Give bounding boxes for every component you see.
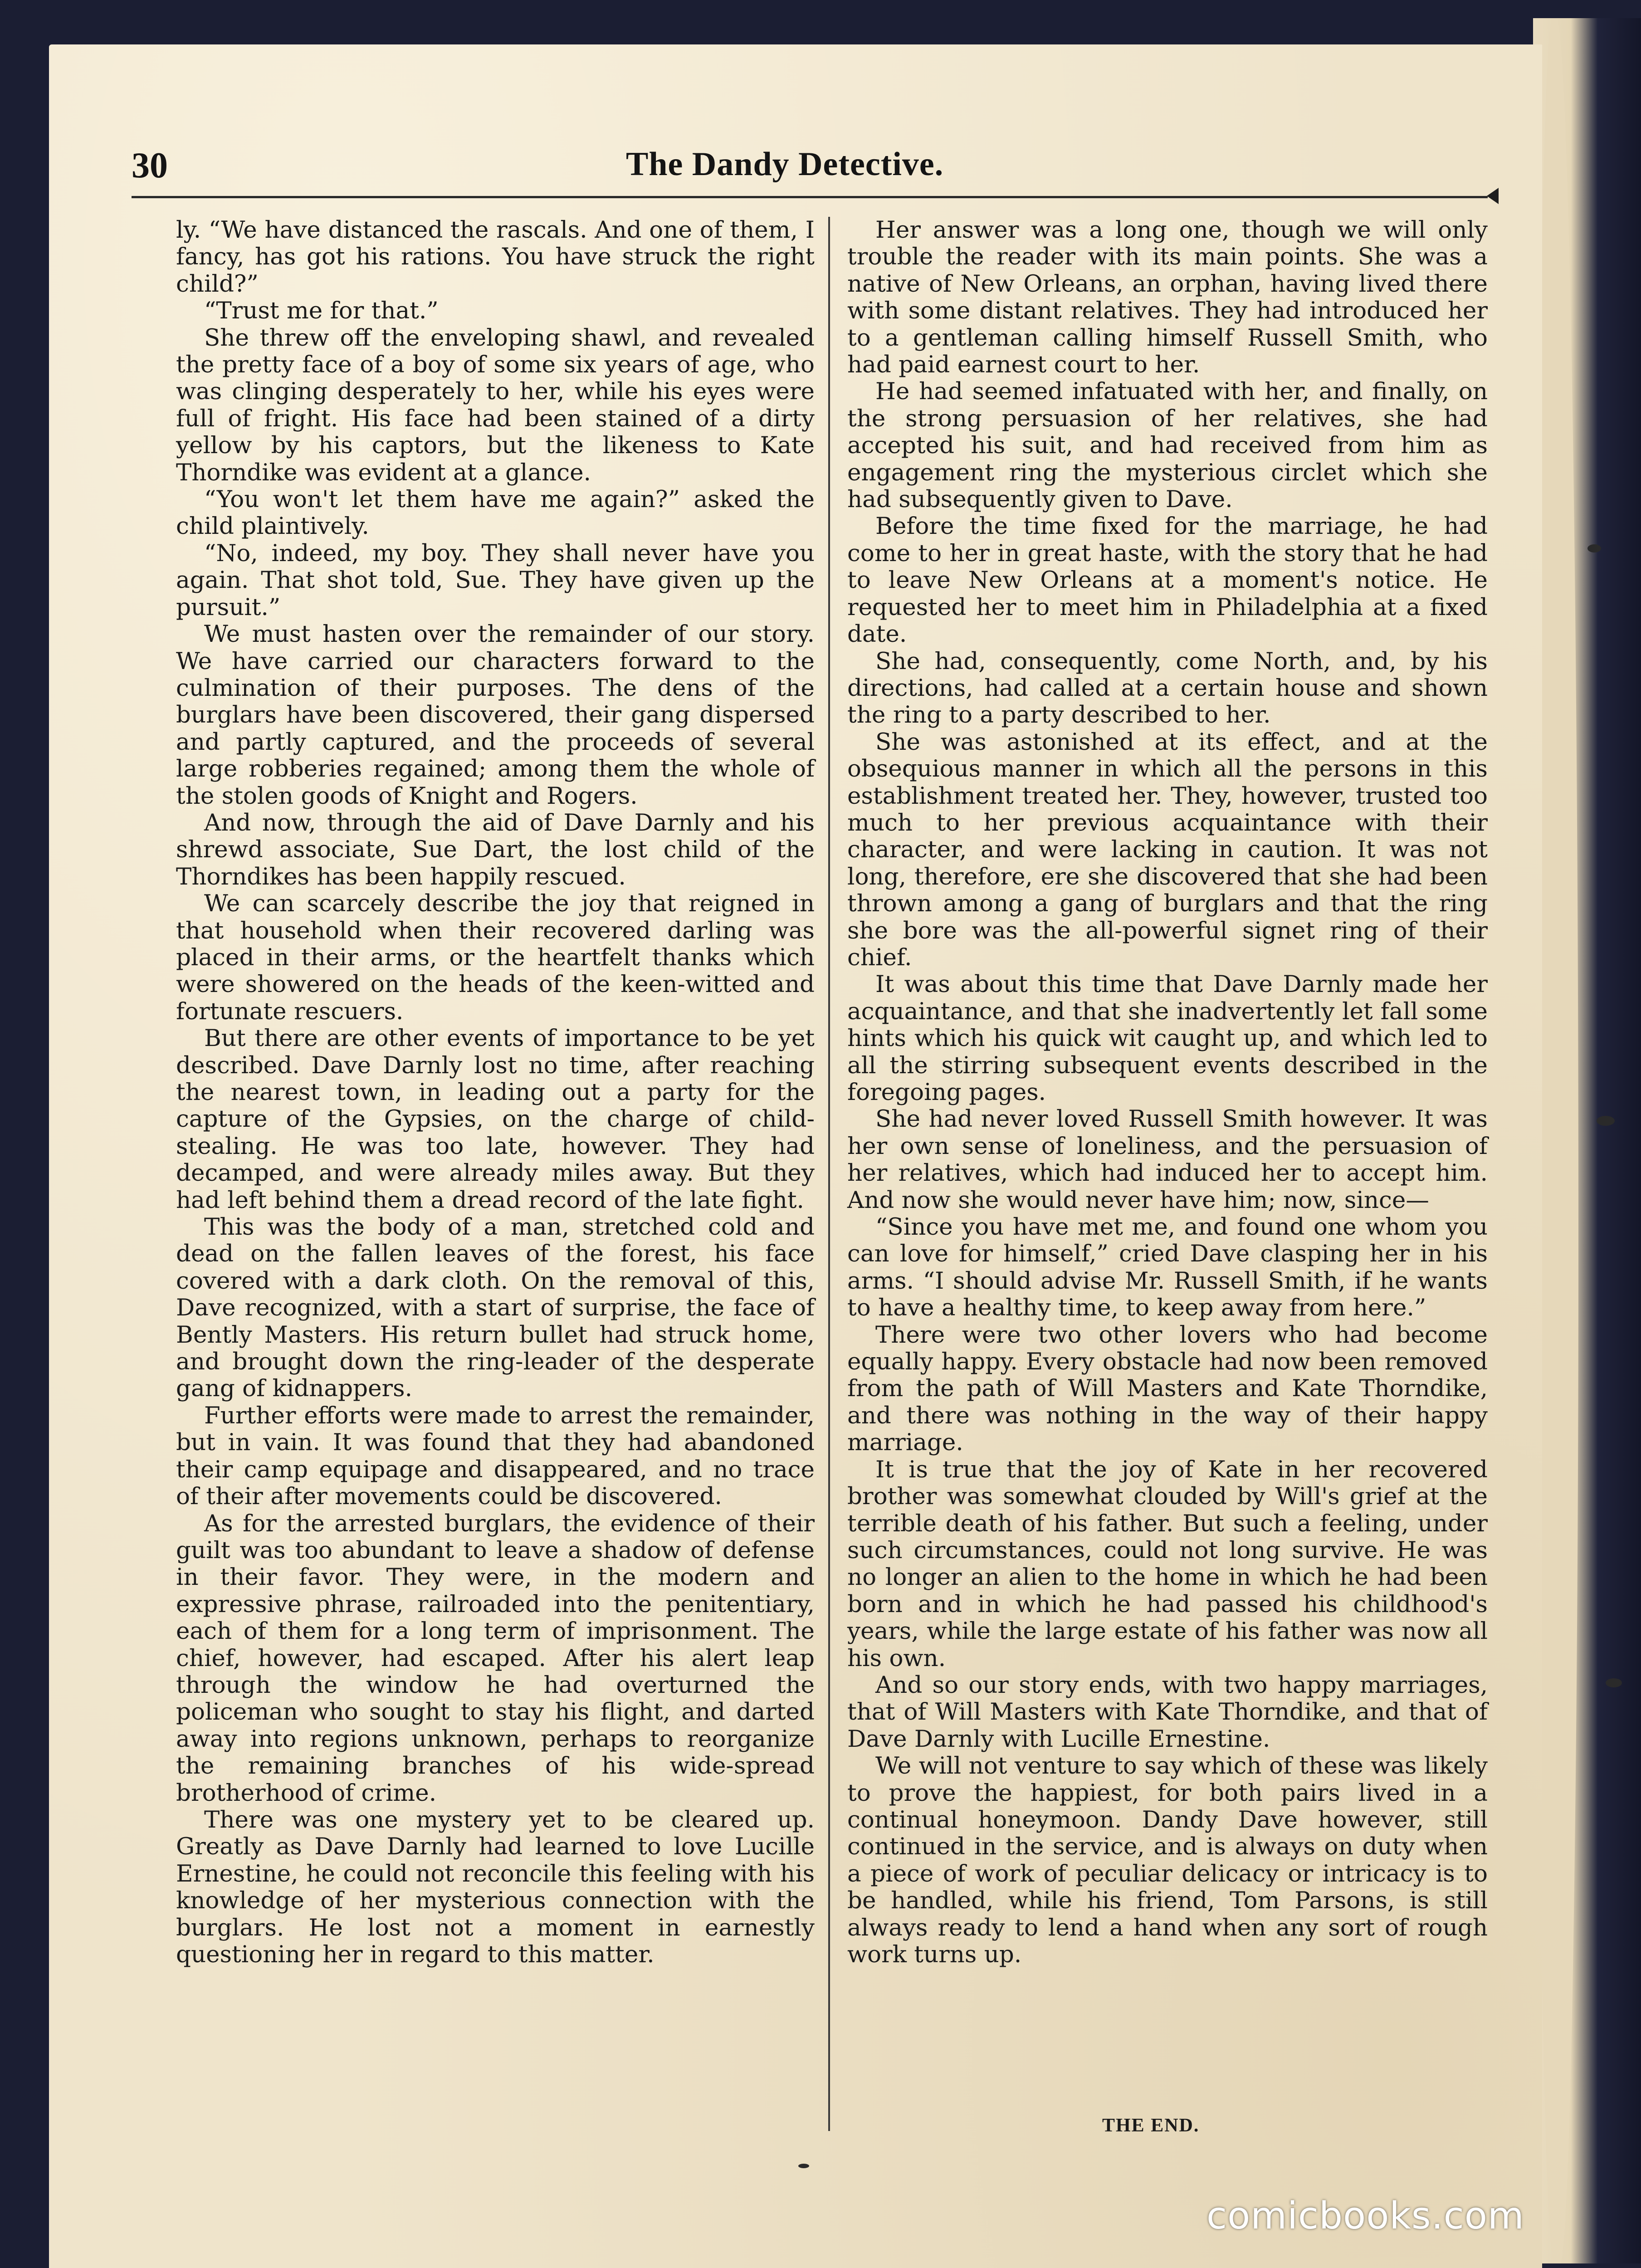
column-divider: [828, 217, 830, 2131]
ink-speck: [1587, 544, 1601, 552]
paragraph: She had, consequently, come North, and, by his directions, had called at a certain house and shown the ring to a party described to her.: [847, 647, 1488, 729]
paragraph: Before the time fixed for the marriage, he had come to her in great haste, with the story that he had to leave New Orleans at a moment's notice. He requested her to meet him in Philadelphia at a fixed date.: [847, 513, 1488, 648]
paragraph: Further efforts were made to arrest the remainder, but in vain. It was found that they had abandoned their camp equipage and disappeared, and no trace of their after movements could be discovered.: [176, 1402, 815, 1510]
paragraph: But there are other events of importance to be yet described. Dave Darnly lost no time, after reaching the nearest town, in leading out a party for the capture of the Gypsies, on the charge of child-stealing. He was too late, however. They had decamped, and were already miles away. But they had left behind them a dread record of the late fight.: [176, 1025, 815, 1214]
running-title: The Dandy Detective.: [626, 146, 944, 183]
paragraph: We must hasten over the remainder of our story. We have carried our characters forward to the culmination of their purposes. The dens of the burglars have been discovered, their gang dispersed and partly captured, and the proceeds of several large robberies regained; among them the whole of the stolen goods of Knight and Rogers.: [176, 621, 815, 810]
paragraph: He had seemed infatuated with her, and finally, on the strong persuasion of her relatives, she had accepted his suit, and had received from him as engagement ring the mysterious circlet which she had subsequently given to Dave.: [847, 378, 1488, 513]
paragraph: Her answer was a long one, though we will only trouble the reader with its main points. She was a native of New Orleans, an orphan, having lived there with some distant relatives. They had introduced her to a gentleman calling himself Russell Smith, who had paid earnest court to her.: [847, 216, 1488, 379]
page-number: 30: [132, 146, 168, 186]
paragraph: We will not venture to say which of these was likely to prove the happiest, for both pairs lived in a continual honeymoon. Dandy Dave however, still continued in the service, and is always on duty when a piece of work of peculiar delicacy or intricacy is to be handled, while his friend, Tom Parsons, is still always ready to lend a hand when any sort of rough work turns up.: [847, 1752, 1488, 1968]
paragraph: There was one mystery yet to be cleared up. Greatly as Dave Darnly had learned to love Lucille Ernestine, he could not reconcile this feeling with his knowledge of her mysterious connection with the burglars. He lost not a moment in earnestly questioning her in regard to this matter.: [176, 1806, 815, 1968]
the-end-label: THE END.: [1102, 2115, 1200, 2136]
paragraph: She had never loved Russell Smith however. It was her own sense of loneliness, and the persuasion of her relatives, which had induced her to accept him. And now she would never have him; now, since—: [847, 1105, 1488, 1214]
paragraph: This was the body of a man, stretched cold and dead on the fallen leaves of the forest, his face covered with a dark cloth. On the removal of this, Dave recognized, with a start of surprise, the face of Bently Masters. His return bullet had struck home, and brought down the ring-leader of the desperate gang of kidnappers.: [176, 1213, 815, 1403]
paragraph: “Since you have met me, and found one whom you can love for himself,” cried Dave clasping her in his arms. “I should advise Mr. Russell Smith, if he wants to have a healthy time, to keep away from here.”: [847, 1213, 1488, 1322]
page-edge-strip: [1538, 18, 1578, 2263]
paragraph: “You won't let them have me again?” asked the child plaintively.: [176, 486, 815, 540]
paragraph: There were two other lovers who had become equally happy. Every obstacle had now been removed from the path of Will Masters and Kate Thorndike, and there was nothing in the way of their happy marriage.: [847, 1321, 1488, 1457]
paragraph: And now, through the aid of Dave Darnly and his shrewd associate, Sue Dart, the lost child of the Thorndikes has been happily rescued.: [176, 809, 815, 890]
paragraph: And so our story ends, with two happy marriages, that of Will Masters with Kate Thorndike, and that of Dave Darnly with Lucille Ernestine.: [847, 1671, 1488, 1753]
paragraph: She threw off the enveloping shawl, and revealed the pretty face of a boy of some six years of age, who was clinging desperately to her, while his eyes were full of fright. His face had been stained of a dirty yellow by his captors, but the likeness to Kate Thorndike was evident at a glance.: [176, 324, 815, 486]
paragraph: “Trust me for that.”: [204, 297, 439, 325]
paragraph: It was about this time that Dave Darnly made her acquaintance, and that she inadvertently let fall some hints which his quick wit caught up, and which led to all the stirring subsequent events described in the foregoing pages.: [847, 971, 1488, 1106]
paragraph: We can scarcely describe the joy that reigned in that household when their recovered darling was placed in their arms, or the heartfelt thanks which were showered on the heads of the keen-witted and fortunate rescuers.: [176, 890, 815, 1025]
paragraph: It is true that the joy of Kate in her recovered brother was somewhat clouded by Will's grief at the terrible death of his father. But such a feeling, under such circumstances, could not long survive. He was no longer an alien to the home in which he had been born and in which he had passed his childhood's years, while the large estate of his father was now all his own.: [847, 1456, 1488, 1672]
page-header: [132, 136, 1515, 200]
rule-arrow-mark: [1487, 188, 1499, 204]
adjacent-page-edge: [1533, 18, 1641, 2263]
left-column: [176, 217, 815, 1968]
ink-speck: [1606, 1678, 1622, 1687]
header-rule: [132, 196, 1488, 198]
paragraph: ly. “We have distanced the rascals. And one of them, I fancy, has got his rations. You have struck the right child?”: [176, 216, 815, 298]
ink-speck: [1597, 1116, 1615, 1126]
paragraph: “No, indeed, my boy. They shall never have you again. That shot told, Sue. They have given up the pursuit.”: [176, 539, 815, 621]
ink-speck: [798, 2164, 809, 2168]
paragraph: She was astonished at its effect, and at the obsequious manner in which all the persons in this establishment treated her. They, however, trusted too much to her previous acquaintance with their character, and were lacking in caution. It was not long, therefore, ere she discovered that she had been thrown among a gang of burglars and that the ring she bore was the all-powerful signet ring of their chief.: [847, 728, 1488, 971]
watermark: comicbooks.com: [1206, 2195, 1524, 2238]
paragraph: As for the arrested burglars, the evidence of their guilt was too abundant to leave a shadow of defense in their favor. They were, in the modern and expressive phrase, railroaded into the penitentiary, each of them for a long term of imprisonment. The chief, however, had escaped. After his alert leap through the window he had overturned the policeman who sought to stay his flight, and darted away into regions unknown, perhaps to reorganize the remaining branches of his wide-spread brotherhood of crime.: [176, 1510, 815, 1807]
right-column: [847, 217, 1488, 1968]
